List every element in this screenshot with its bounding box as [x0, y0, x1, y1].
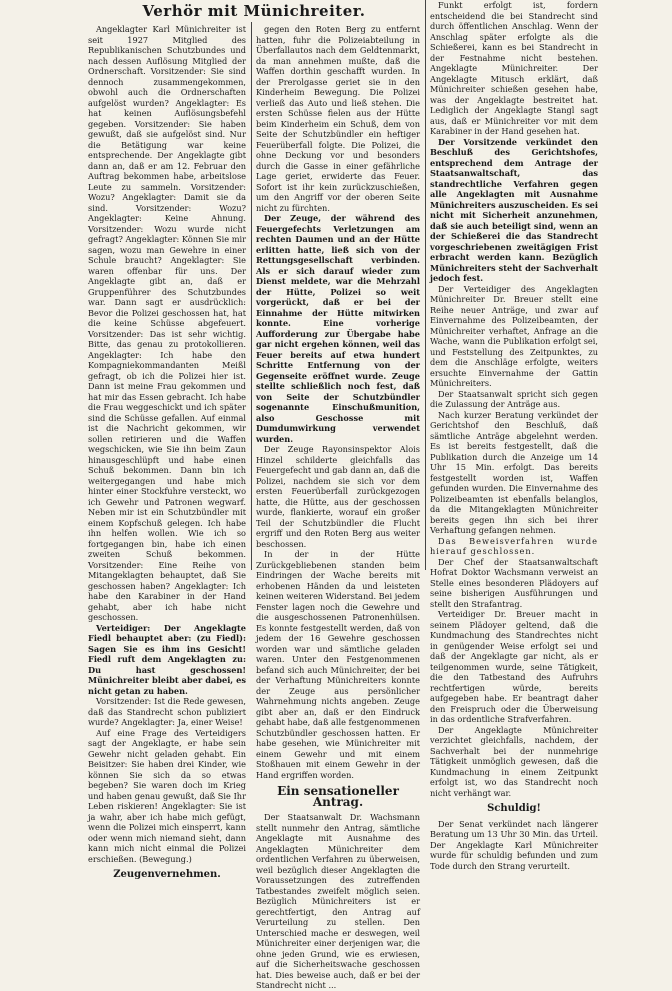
paragraph: Verteidiger Dr. Breuer macht in seinem Plädoyer geltend, daß die Kundmachung des Standrechtes nicht in genügender Weise erfolgt sei und daß der Angeklagte gar nicht, als er teilgenommen wurde, seine Tätigkeit, die den Tatbestand des Aufruhrs rechtfertigen würde, bereits aufgegeben habe. Er beantragt daher den Freispruch oder die Überweisung in das ordentliche Strafverfahren. — [430, 609, 598, 724]
paragraph: Verteidiger: Der Angeklagte Fiedl behauptet aber: (zu Fiedl): Sagen Sie es ihm ins Gesicht! Fiedl ruft dem Angeklagten zu: Du hast geschossen! Münichreiter bleibt aber dabei, es nicht getan zu haben. — [88, 622, 246, 696]
paragraph: Funkt erfolgt ist, fordern entscheidend die bei Standrecht sind durch öffentlichen Anschlag. Wenn der Anschlag später erfolgte als die Schießerei, kann es bei Standrecht in der Festnahme nicht bestehen. Angeklagte Münichreiter. Der Angeklagte Mitusch erklärt, daß Münichreiter schießen gesehen habe, was der Angeklagte bestreitet hat. Lediglich der Angeklagte Stangl sagt aus, daß er Münichreiter vor mit dem Karabiner in der Hand gesehen hat. — [430, 0, 598, 136]
paragraph: In der in der Hütte Zurückgebliebenen standen beim Eindringen der Wache bereits mit erhobenen Händen da und leisteten keinen weiteren Widerstand. Bei jedem Fenster lagen noch die Gewehre und die ausgeschossenen Patronenhülsen. Es konnte festgestellt werden, daß von jedem der 16 Gewehre geschossen worden war und sämtliche geladen waren. Unter den Festgenommenen befand sich auch Münichreiter, der bei der Verhaftung Münichreiters konnte der Zeuge aus persönlicher Wahrnehmung nichts angeben. Zeuge gibt aber an, daß er den Eindruck gehabt habe, daß alle festgenommenen Schutzbündler geschossen hatten. Er habe gesehen, wie Münichreiter mit einem Gewehr und mit einem Stoßhauen mit einem Gewehr in der Hand ergriffen worden. — [256, 549, 421, 780]
column-3 — [430, 0, 598, 871]
paragraph: Der Zeuge, der während des Feuergefechts Verletzungen am rechten Daumen und an der Hütte erlitten hatte, ließ sich von der Rettungsgesellschaft verbinden. Als er sich darauf wieder zum Dienst meldete, war die Mehrzahl der Hütte, Polizei so weit vorgerückt, daß er bei der Einnahme der Hütte mitwirken konnte. Eine vorherige Aufforderung zur Übergabe habe gar nicht ergehen können, weil das Feuer bereits auf etwa hundert Schritte Entfernung von der Gegenseite eröffnet wurde. Zeuge stellte schließlich noch fest, daß von Seite der Schutzbündler sogenannte Einschußmunition, also Geschosse mit Dumdumwirkung verwendet wurden. — [256, 213, 420, 444]
column-2 — [256, 0, 421, 990]
paragraph: Vorsitzender: Ist die Rede gewesen, daß das Standrecht schon publiziert wurde? Angeklagter: Ja, einer Weise! — [88, 696, 246, 727]
column-divider — [425, 0, 426, 570]
paragraph: Der Verteidiger des Angeklagten Münichreiter Dr. Breuer stellt eine Reihe neuer Anträge, und zwar auf Einvernahme des Polizeibeamten, der Münichreiter verhaftet, Anfrage an die Wache, wann die Publikation erfolgt sei, und Feststellung des Zeitpunktes, zu dem die Anschläge erfolgte, weiters ersuchte Einvernahme der Gattin Münichreiters. — [430, 283, 598, 388]
column-1 — [88, 0, 246, 880]
page-title: Verhör mit Münichreiter. — [142, 2, 366, 20]
section-heading: Zeugenvernehmen. — [113, 869, 221, 880]
paragraph: Das Beweisverfahren wurde hierauf geschlossen. — [430, 535, 598, 556]
paragraph: Der Staatsanwalt spricht sich gegen die Zulassung der Anträge aus. — [430, 388, 598, 409]
paragraph: Der Angeklagte Münichreiter verzichtet gleichfalls, nachdem, der Sachverhalt bei der nunmehrige Tätigkeit unmöglich gewesen, daß die Kundmachung in einem Zeitpunkt erfolgt ist, wo das Standrecht noch nicht verhängt war. — [430, 724, 598, 798]
paragraph: Auf eine Frage des Verteidigers sagt der Angeklagte, er habe sein Gewehr nicht geladen gehabt. Ein Beisitzer: Sie haben drei Kinder, wie können Sie sich da so etwas begeben? Sie waren doch im Krieg und haben genau gewußt, daß Sie Ihr Leben riskieren! Angeklagter: Sie ist ja wahr, aber ich habe mich gefügt, wenn die Polizei mich einsperrt, kann oder wenn mich niemand sieht, dann kann mich nicht einmal die Polizei erschießen. (Bewegung.) — [88, 727, 246, 864]
column-divider — [251, 22, 252, 570]
paragraph: Der Staatsanwalt Dr. Wachsmann stellt nunmehr den Antrag, sämtliche Angeklagte mit Ausnahme des Angeklagten Münichreiter dem ordentlichen Verfahren zu überweisen, weil bezüglich dieser Angeklagten die Voraussetzungen des zutreffenden Tatbestandes zweifelt möglich seien. Bezüglich Münichreiters ist er gerechtfertigt, den Antrag auf Verurteilung zu stellen. Den Unterschied mache er deswegen, weil Münichreiter einer derjenigen war, die ohne jeden Grund, wie es erwiesen, auf die Sicherheitswache geschossen hat. Dies beweise auch, daß er bei der Standrecht nicht ... — [256, 812, 420, 990]
paragraph: Der Senat verkündet nach längerer Beratung um 13 Uhr 30 Min. das Urteil. Der Angeklagte Karl Münichreiter wurde für schuldig befunden und zum Tode durch den Strang verurteilt. — [430, 818, 598, 871]
paragraph: Der Chef der Staatsanwaltschaft Hofrat Doktor Wachsmann verweist an Stelle eines besonderen Plädoyers auf seine bisherigen Ausführungen und stellt den Strafantrag. — [430, 556, 598, 609]
paragraph: Der Vorsitzende verkündet den Beschluß des Gerichtshofes, entsprechend dem Antrage der Staatsanwaltschaft, das standrechtliche Verfahren gegen alle Angeklagten mit Ausnahme Münichreiters auszuscheiden. Es sei nicht mit Sicherheit anzunehmen, daß sie auch beteiligt sind, wenn an der Schießerei die das Standrecht vorgeschriebenen zweitägigen Frist erbracht werden kann. Bezüglich Münichreiters steht der Sachverhalt jedoch fest. — [430, 136, 598, 283]
paragraph: gegen den Roten Berg zu entfernt hatten, fuhr die Polizeiabteilung in Überfallautos nach dem Geldtenmarkt, da man annehmen mußte, daß die Waffen dorthin geschafft wurden. In der Prerolgasse geriet sie in den Kinderheim Bewegung. Die Polizei verließ das Auto und ließ stehen. Die ersten Schüsse fielen aus der Hütte beim Kinderheim ein Schuß, dem von Seite der Schutzbündler ein heftiger Feuerüberfall folgte. Die Polizei, die ohne Deckung vor und besonders durch die Gasse in einer gefährliche Lage geriet, erwiderte das Feuer. Sofort ist ihr kein zurückzuschießen, um den Angriff vor der oberen Seite nicht zu fürchten. — [256, 24, 420, 213]
section-heading: Schuldig! — [487, 803, 541, 814]
section-heading: Ein sensationeller Antrag. — [277, 784, 399, 809]
paragraph: Angeklagter Karl Münichreiter ist seit 1927 Mitglied des Republikanischen Schutzbundes und nach dessen Auflösung Mitglied der Ordnerschaft. Vorsitzender: Sie sind dennoch zusammengekommen, obwohl auch die Ordnerschaften aufgelöst wurden? Angeklagter: Es hat keinen Auflösungsbefehl gegeben. Vorsitzender: Sie haben gewußt, daß sie aufgelöst sind. Nur die Betätigung war keine entsprechende. Der Angeklagte gibt dann an, daß er am 12. Februar den Auftrag bekommen habe, arbeitslose Leute zu sammeln. Vorsitzender: Wozu? Angeklagter: Damit sie da sind. Vorsitzender: Wozu? Angeklagter: Keine Ahnung. Vorsitzender: Wozu wurde nicht gefragt? Angeklagter: Können Sie mir sagen, wozu man Gewehre in einer Schule braucht? Angeklagter: Sie waren offenbar für uns. Der Angeklagte gibt an, daß er Gruppenführer des Schutzbundes war. Dann sagt er ausdrücklich: Bevor die Polizei geschossen hat, hat die keine Schüsse abgefeuert. Vorsitzender: Das ist sehr wichtig. Bitte, das genau zu protokollieren. Angeklagter: Ich habe den Kompagniekommandanten Meißl gefragt, ob ich die Polizei hier ist. Dann ist meine Frau gekommen und hat mir das Essen gebracht. Ich habe die Frau weggeschickt und ich später sind die Schüsse gefallen. Auf einmal ist die Nachricht gekommen, wir sollen retirieren und die Waffen wegschicken, wie Sie ihn beim Zaun hinausgeschlüpft und habe einen Schuß bekommen. Dann bin ich weitergegangen und habe mich hinter einer Stockfuhre versteckt, wo ich Gewehr und Patronen wegwarf. Neben mir ist ein Schutzbündler mit einem Kopfschuß gelegen. Ich habe ihn helfen wollen. Wie ich so fortgegangen bin, habe ich einen zweiten Schuß bekommen. Vorsitzender: Eine Reihe von Mitangeklagten behauptet, daß Sie geschossen haben? Angeklagter: Ich habe den Karabiner in der Hand gehabt, aber ich habe nicht geschossen. — [88, 24, 246, 622]
paragraph: Nach kurzer Beratung verkündet der Gerichtshof den Beschluß, daß sämtliche Anträge abgelehnt werden. Es ist bereits festgestellt, daß die Publikation durch die Anzeige um 14 Uhr 15 Min. erfolgt. Das bereits festgestellt worden ist, Waffen gefunden wurden. Die Einvernahme des Polizeibeamten ist ebenfalls belanglos, da die Mitangeklagten Münichreiter bereits gegen ihn sich bei ihrer Verhaftung gefangen nehmen. — [430, 409, 598, 535]
paragraph: Der Zeuge Rayonsinspektor Alois Hinzel schilderte gleichfalls das Feuergefecht und gab dann an, daß die Polizei, nachdem sie sich vor dem ersten Feuerüberfall zurückgezogen hatte, die Hütte, aus der geschossen wurde, flankierte, worauf ein großer Teil der Schutzbündler die Flucht ergriff und den Roten Berg aus weiter beschossen. — [256, 444, 420, 549]
